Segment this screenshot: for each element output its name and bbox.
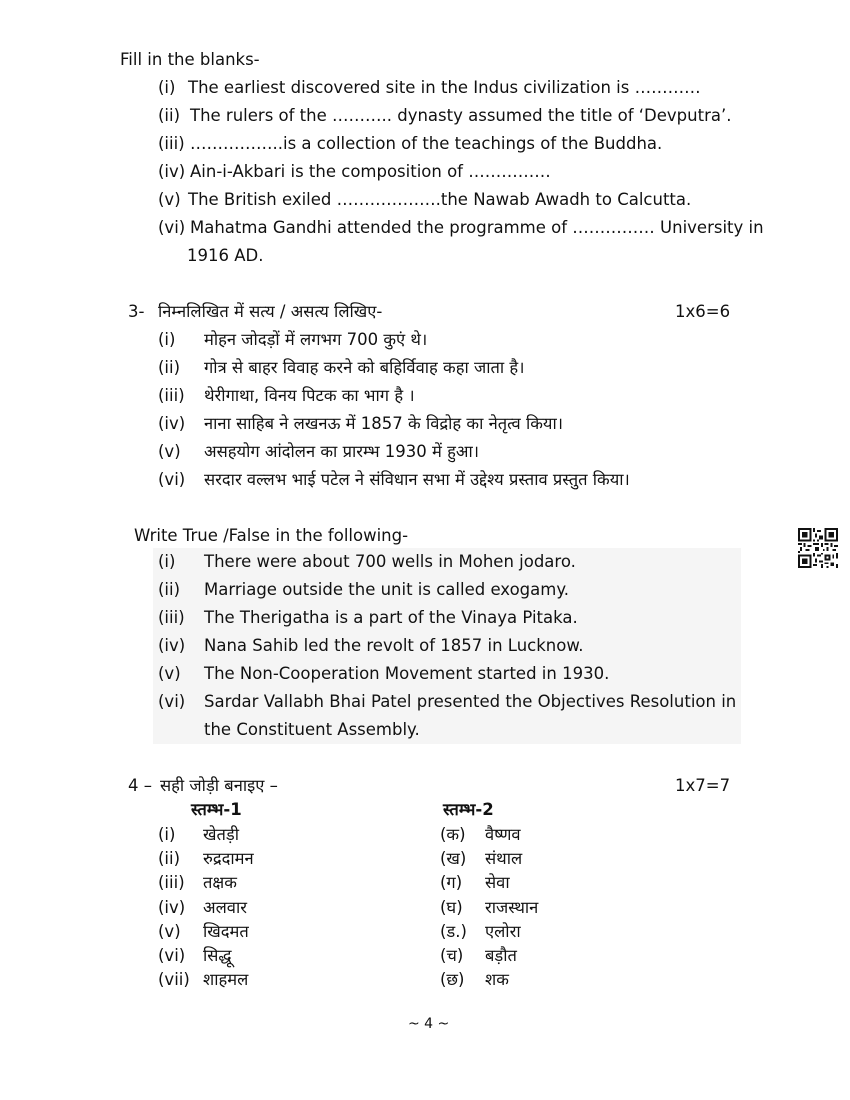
item-number: (vi)	[158, 946, 186, 965]
item-text: The rulers of the ……….. dynasty assumed the title of ‘Devputra’.	[190, 106, 732, 125]
item-text: तक्षक	[203, 873, 237, 892]
item-text: सरदार वल्लभ भाई पटेल ने संविधान सभा में उद्देश्य प्रस्ताव प्रस्तुत किया।	[204, 470, 630, 489]
item-number: (ड.)	[440, 922, 467, 941]
fill-blanks-heading: Fill in the blanks-	[120, 50, 260, 69]
item-number: (ii)	[158, 106, 181, 125]
column-2-heading: स्तम्भ-2	[443, 800, 494, 819]
item-text: There were about 700 wells in Mohen jodaro.	[204, 552, 576, 571]
item-text: थेरीगाथा, विनय पिटक का भाग है ।	[204, 386, 415, 405]
item-text: The Therigatha is a part of the Vinaya Pitaka.	[204, 608, 578, 627]
item-text: खिदमत	[203, 922, 249, 941]
item-number: (iv)	[158, 898, 186, 917]
item-number: (ii)	[158, 849, 181, 868]
item-number: (i)	[158, 78, 176, 97]
item-number: (v)	[158, 190, 181, 209]
item-text: नाना साहिब ने लखनऊ में 1857 के विद्रोह का नेतृत्व किया।	[204, 414, 564, 433]
item-text: ……………..is a collection of the teachings of the Buddha.	[190, 134, 663, 153]
item-number: (iii)	[158, 134, 185, 153]
item-number: (ख)	[440, 849, 467, 868]
item-text: रुद्रदामन	[203, 849, 254, 868]
item-text: Sardar Vallabh Bhai Patel presented the Objectives Resolution in	[204, 692, 737, 711]
item-number: (ii)	[158, 358, 181, 377]
item-number: (क)	[440, 825, 466, 844]
item-text: शक	[485, 970, 509, 989]
marks-label: 1x6=6	[675, 302, 731, 321]
item-number: (ग)	[440, 873, 463, 892]
item-text: The British exiled ……………….the Nawab Awadh to Calcutta.	[188, 190, 692, 209]
item-number: (v)	[158, 442, 181, 461]
item-number: (v)	[158, 664, 181, 683]
item-number: (vi)	[158, 470, 186, 489]
item-number: (i)	[158, 552, 176, 571]
item-number: (च)	[440, 946, 464, 965]
item-text: गोत्र से बाहर विवाह करने को बहिर्विवाह कहा जाता है।	[204, 358, 525, 377]
item-text: Mahatma Gandhi attended the programme of …………… University in	[190, 218, 764, 237]
item-text: Ain-i-Akbari is the composition of ……………	[190, 162, 551, 181]
item-number: (iii)	[158, 873, 185, 892]
item-number: (iv)	[158, 636, 186, 655]
item-text: Nana Sahib led the revolt of 1857 in Lucknow.	[204, 636, 584, 655]
column-1-heading: स्तम्भ-1	[191, 800, 242, 819]
marks-label: 1x7=7	[675, 776, 731, 795]
question-number: 4 –	[128, 776, 152, 795]
item-number: (ii)	[158, 580, 181, 599]
item-text: The Non-Cooperation Movement started in 1930.	[204, 664, 610, 683]
question-heading: सही जोड़ी बनाइए –	[160, 776, 278, 795]
item-number: (i)	[158, 825, 176, 844]
item-number: (छ)	[440, 970, 465, 989]
item-number: (i)	[158, 330, 176, 349]
question-number: 3-	[128, 302, 145, 321]
item-number: (iv)	[158, 414, 186, 433]
item-text: राजस्थान	[485, 898, 539, 917]
item-text: Marriage outside the unit is called exogamy.	[204, 580, 569, 599]
item-text: खेतड़ी	[203, 825, 240, 844]
item-text: वैष्णव	[485, 825, 521, 844]
item-number: (vii)	[158, 970, 190, 989]
item-number: (iv)	[158, 162, 186, 181]
item-text: The earliest discovered site in the Indus civilization is …………	[188, 78, 701, 97]
item-text: अलवार	[203, 898, 247, 917]
item-text: 1916 AD.	[187, 246, 264, 265]
item-text: the Constituent Assembly.	[204, 720, 420, 739]
item-number: (iii)	[158, 608, 185, 627]
item-text: असहयोग आंदोलन का प्रारम्भ 1930 में हुआ।	[204, 442, 480, 461]
item-number: (v)	[158, 922, 181, 941]
item-number: (घ)	[440, 898, 463, 917]
page-number: ~ 4 ~	[408, 1016, 450, 1032]
item-text: बड़ौत	[485, 946, 517, 965]
item-text: एलोरा	[485, 922, 521, 941]
item-number: (vi)	[158, 218, 186, 237]
item-text: मोहन जोदड़ों में लगभग 700 कुएं थे।	[204, 330, 428, 349]
question-heading-english: Write True /False in the following-	[134, 526, 409, 545]
question-heading: निम्नलिखित में सत्य / असत्य लिखिए-	[158, 302, 383, 321]
item-number: (vi)	[158, 692, 186, 711]
item-text: सिद्धू	[203, 946, 232, 965]
item-text: सेवा	[485, 873, 510, 892]
item-text: संथाल	[485, 849, 523, 868]
item-number: (iii)	[158, 386, 185, 405]
item-text: शाहमल	[203, 970, 249, 989]
qr-code-icon	[798, 528, 838, 568]
